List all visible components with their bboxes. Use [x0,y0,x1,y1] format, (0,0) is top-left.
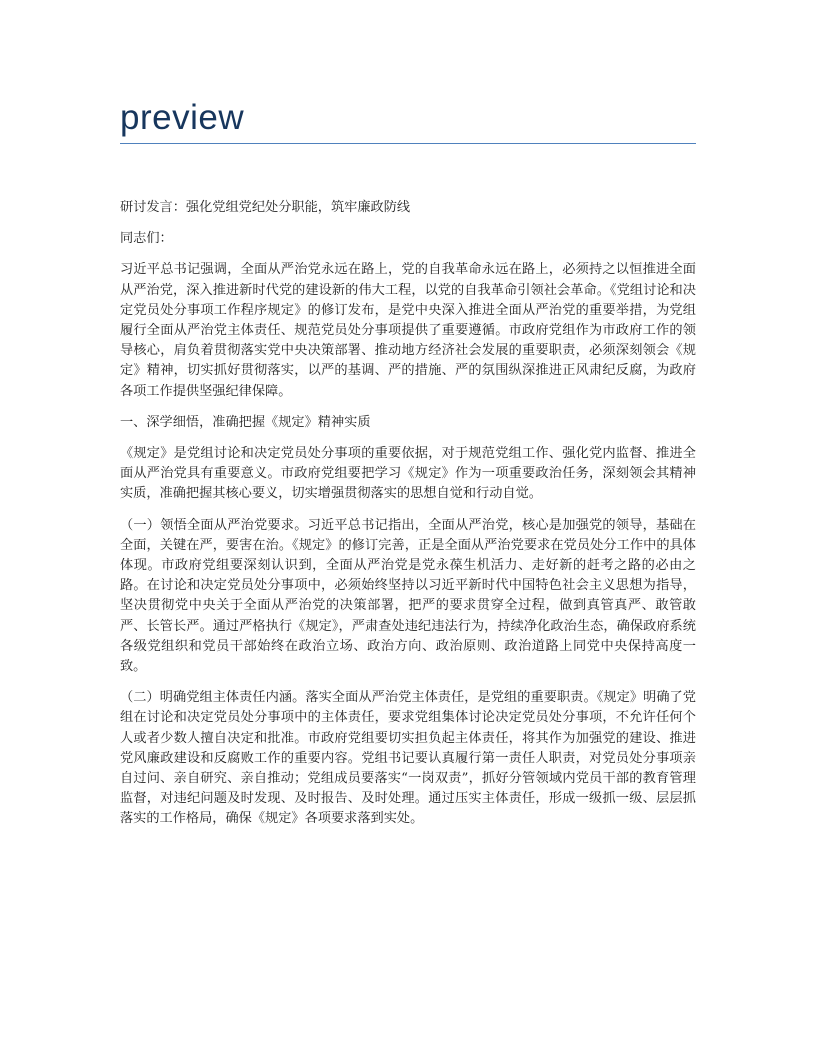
salutation: 同志们： [120,231,173,247]
subsection-2-paragraph: （二）明确党组主体责任内涵。落实全面从严治党主体责任，是党组的重要职责。《规定》明确了党组在讨论和决定党员处分事项中的主体责任，要求党组集体讨论决定党员处分事项，不允许任何个人或者少数人擅自决定和批准。市政府党组要切实担负起主体责任，将其作为加强党的建设、推进党风廉政建设和反腐败工作的重要内容。党组书记要认真履行第一责任人职责，对党员处分事项亲自过问、亲自研究、亲自推动；党组成员要落实“一岗双责”，抓好分管领域内党员干部的教育管理监督，对违纪问题及时发现、及时报告、及时处理。通过压实主体责任，形成一级抓一级、层层抓落实的工作格局，确保《规定》各项要求落到实处。 [120,690,696,827]
intro-paragraph: 习近平总书记强调，全面从严治党永远在路上，党的自我革命永远在路上，必须持之以恒推进全面从严治党，深入推进新时代党的建设新的伟大工程，以党的自我革命引领社会革命。《党组讨论和决定党员处分事项工作程序规定》的修订发布，是党中央深入推进全面从严治党的重要举措，为党组履行全面从严治党主体责任、规范党员处分事项提供了重要遵循。市政府党组作为市政府工作的领导核心，肩负着贯彻落实党中央决策部署、推动地方经济社会发展的重要职责，必须深刻领会《规定》精神，切实抓好贯彻落实，以严的基调、严的措施、严的氛围纵深推进正风肃纪反腐，为政府各项工作提供坚强纪律保障。 [120,262,696,399]
document-body [120,198,696,841]
subsection-1-paragraph: （一）领悟全面从严治党要求。习近平总书记指出，全面从严治党，核心是加强党的领导，基础在全面，关键在严，要害在治。《规定》的修订完善，正是全面从严治党要求在党员处分工作中的具体体现。市政府党组要深刻认识到，全面从严治党是党永葆生机活力、走好新的赶考之路的必由之路。在讨论和决定党员处分事项中，必须始终坚持以习近平新时代中国特色社会主义思想为指导，坚决贯彻党中央关于全面从严治党的决策部署，把严的要求贯穿全过程，做到真管真严、敢管敢严、长管长严。通过严格执行《规定》，严肃查处违纪违法行为，持续净化政治生态，确保政府系统各级党组织和党员干部始终在政治立场、政治方向、政治原则、政治道路上同党中央保持高度一致。 [120,517,696,675]
title-divider [120,143,696,144]
section-heading-1: 一、深学细悟，准确把握《规定》精神实质 [120,414,371,430]
section-1-paragraph: 《规定》是党组讨论和决定党员处分事项的重要依据，对于规范党组工作、强化党内监督、推进全面从严治党具有重要意义。市政府党组要把学习《规定》作为一项重要政治任务，深刻领会其精神实质，准确把握其核心要义，切实增强贯彻落实的思想自觉和行动自觉。 [120,446,696,502]
speech-heading: 研讨发言：强化党组党纪处分职能，筑牢廉政防线 [120,200,411,215]
document-title: preview [120,98,245,137]
